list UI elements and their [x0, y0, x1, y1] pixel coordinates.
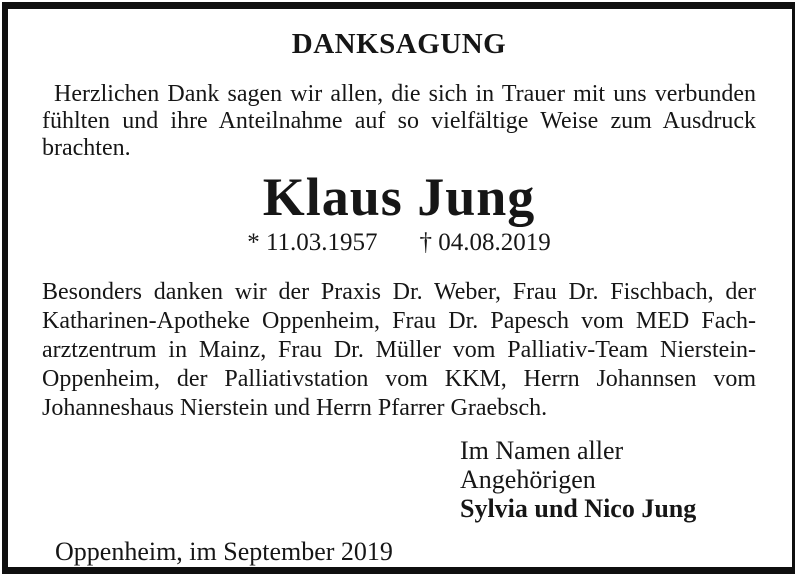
intro-line-2: fühlten und ihre Anteilnahme auf so vielfältige Weise zum Ausdruck	[42, 108, 756, 134]
thanks-line-4: Oppenheim, der Palliativstation vom KKM, Herrn Johannsen vom	[42, 366, 756, 392]
signature-block	[460, 436, 756, 523]
intro-paragraph	[42, 81, 756, 162]
thanks-line-5: Johanneshaus Nierstein und Herrn Pfarrer Graebsch.	[42, 395, 548, 421]
thanks-paragraph	[42, 278, 756, 423]
place-and-date: Oppenheim, im September 2019	[55, 537, 393, 566]
thanks-line-1: Besonders danken wir der Praxis Dr. Weber, Frau Dr. Fischbach, der	[42, 279, 756, 305]
thanks-line-2: Katharinen-Apotheke Oppenheim, Frau Dr. Papesch vom MED Fach-	[42, 308, 756, 334]
intro-line-3: brachten.	[42, 135, 131, 161]
family-names: Sylvia und Nico Jung	[460, 494, 697, 523]
obituary-notice-frame	[2, 2, 795, 574]
notice-header: DANKSAGUNG	[291, 28, 507, 60]
on-behalf-line: Im Namen aller Angehörigen	[460, 436, 624, 494]
death-date: † 04.08.2019	[419, 229, 551, 256]
thanks-line-3: arztzentrum in Mainz, Frau Dr. Müller vom Palliativ-Team Nierstein-	[42, 337, 756, 363]
life-dates	[42, 228, 756, 258]
birth-date: * 11.03.1957	[247, 229, 378, 256]
intro-line-1: Herzlichen Dank sagen wir allen, die sich in Trauer mit uns verbunden	[54, 81, 756, 107]
deceased-name: Klaus Jung	[262, 167, 536, 227]
